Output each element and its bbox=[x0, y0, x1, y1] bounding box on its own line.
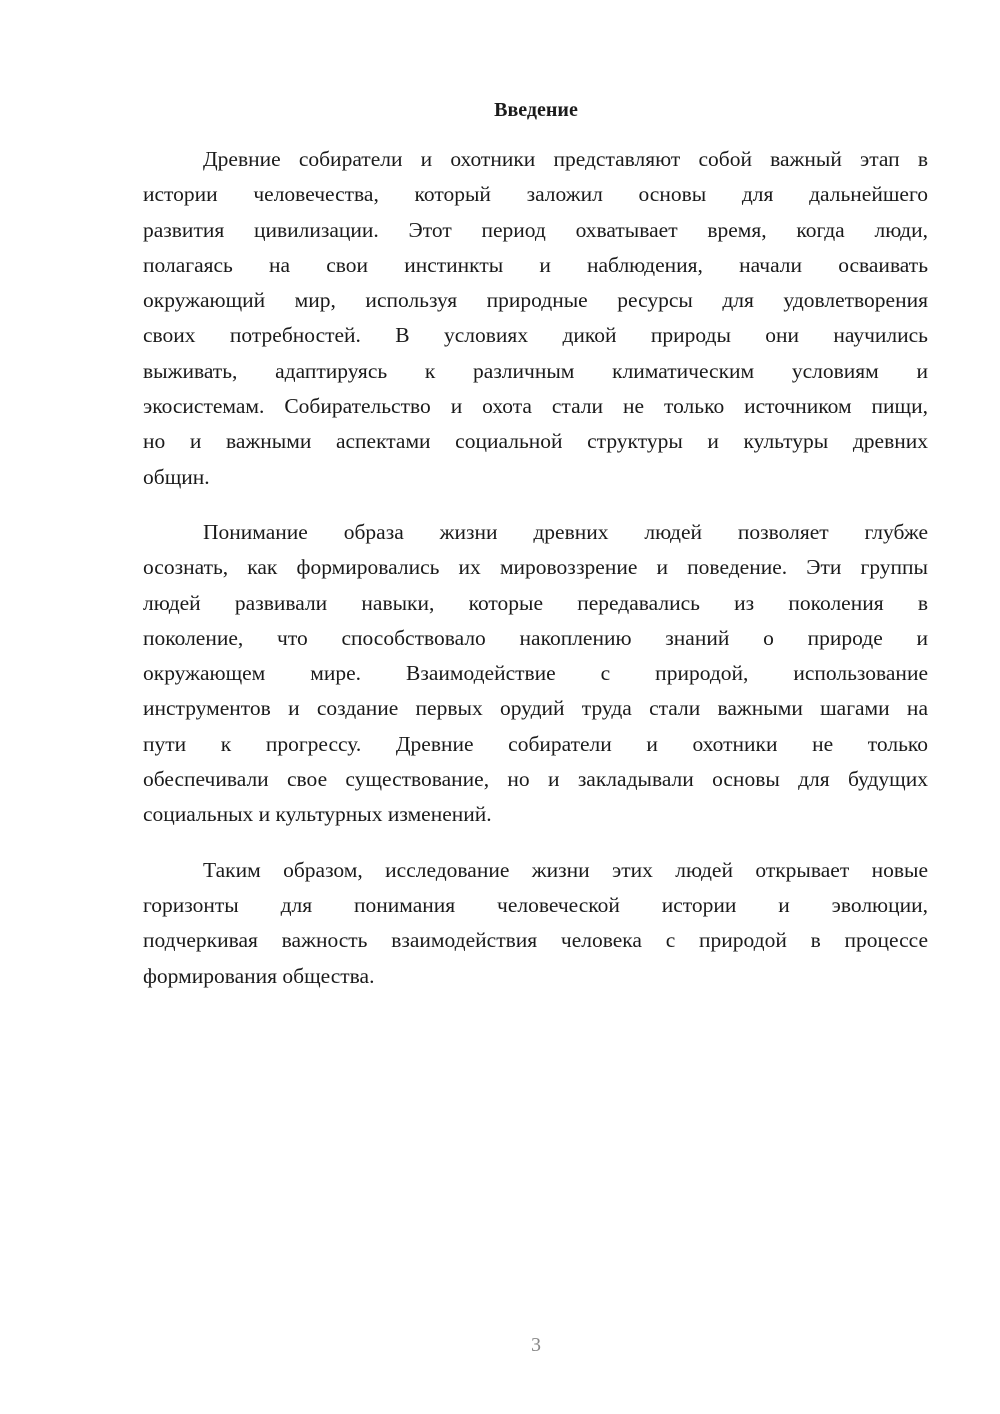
paragraph bbox=[143, 853, 928, 994]
text-line: формирования общества. bbox=[143, 963, 375, 988]
text-line: Понимание образа жизни древних людей позволяет глубже bbox=[203, 519, 928, 544]
text-line: поколение, что способствовало накоплению знаний о природе и bbox=[143, 625, 928, 650]
text-line: истории человечества, который заложил основы для дальнейшего bbox=[143, 182, 928, 207]
text-line: осознать, как формировались их мировоззрение и поведение. Эти группы bbox=[143, 555, 928, 580]
document-body bbox=[143, 142, 928, 1014]
text-line: полагаясь на свои инстинкты и наблюдения, начали осваивать bbox=[143, 252, 928, 277]
text-line: инструментов и создание первых орудий труда стали важными шагами на bbox=[143, 696, 928, 721]
text-line: людей развивали навыки, которые передавались из поколения в bbox=[143, 590, 928, 615]
text-line: развития цивилизации. Этот период охватывает время, когда люди, bbox=[143, 217, 928, 242]
text-line: пути к прогрессу. Древние собиратели и охотники не только bbox=[143, 731, 928, 756]
paragraph bbox=[143, 515, 928, 833]
paragraph bbox=[143, 142, 928, 495]
text-line: окружающем мире. Взаимодействие с природой, использование bbox=[143, 661, 928, 686]
text-line: окружающий мир, используя природные ресурсы для удовлетворения bbox=[143, 288, 928, 313]
page-number: 3 bbox=[531, 1334, 541, 1356]
text-line: общин. bbox=[143, 464, 210, 489]
text-line: но и важными аспектами социальной структуры и культуры древних bbox=[143, 429, 928, 454]
text-line: выживать, адаптируясь к различным климатическим условиям и bbox=[143, 358, 928, 383]
text-line: горизонты для понимания человеческой истории и эволюции, bbox=[143, 892, 928, 917]
text-line: Древние собиратели и охотники представляют собой важный этап в bbox=[203, 147, 928, 171]
section-title: Введение bbox=[494, 99, 578, 121]
text-line: экосистемам. Собирательство и охота стали не только источником пищи, bbox=[143, 394, 928, 419]
text-line: Таким образом, исследование жизни этих людей открывает новые bbox=[203, 857, 928, 882]
text-line: обеспечивали свое существование, но и закладывали основы для будущих bbox=[143, 767, 928, 792]
text-line: своих потребностей. В условиях дикой природы они научились bbox=[143, 323, 928, 348]
text-line: социальных и культурных изменений. bbox=[143, 802, 492, 827]
text-line: подчеркивая важность взаимодействия человека с природой в процессе bbox=[143, 928, 928, 953]
